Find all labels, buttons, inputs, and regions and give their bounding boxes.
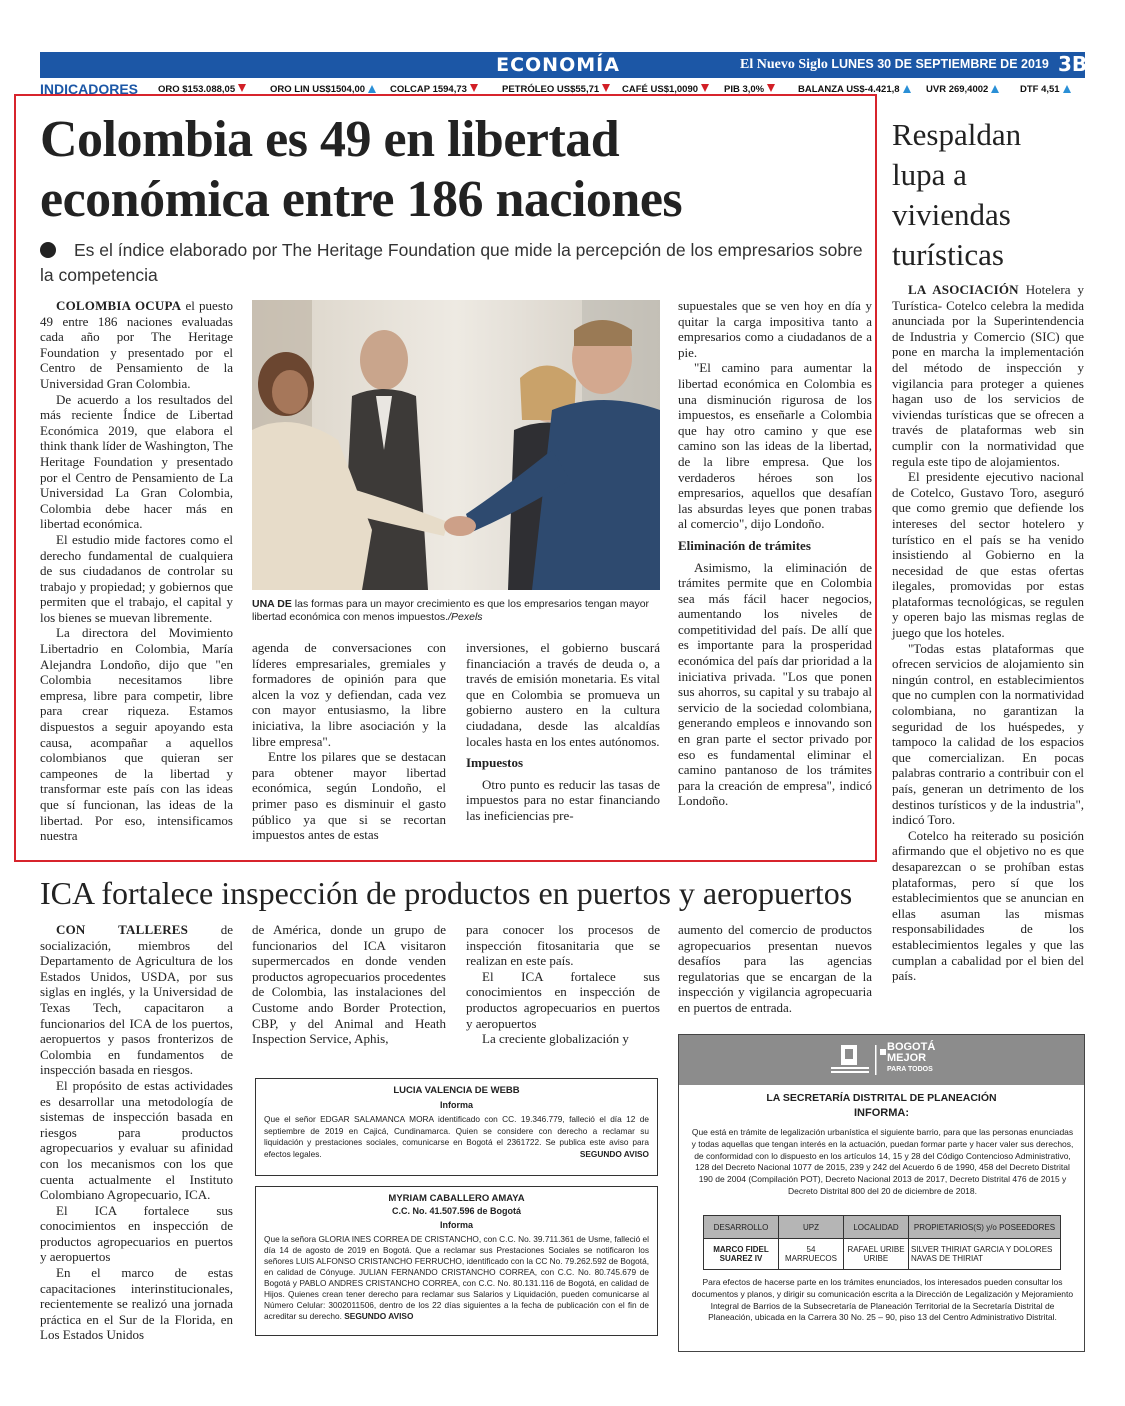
paragraph: Entre los pilares que se destacan para obtener mayor libertad económica, según Londoño, el primer paso es disminuir el gasto público ya que si se recortan impuestos antes de estas xyxy=(252,749,446,843)
notice-name: MYRIAM CABALLERO AMAYA xyxy=(388,1193,525,1204)
column-header: DESARROLLO xyxy=(704,1216,779,1239)
notice-cc: C.C. No. 41.507.596 de Bogotá xyxy=(391,1206,522,1216)
lead-words: COLOMBIA OCUPA xyxy=(56,298,182,313)
header-date xyxy=(740,57,1049,73)
handshake-photo xyxy=(252,300,660,590)
paragraph: El estudio mide factores como el derecho fundamental de cualquiera de sus ciudadanos de controlar su trabajo y propiedad; y gobiernos que permiten que el trabajo, el capital y los bienes se muevan libremente. xyxy=(40,531,233,625)
ica-col-3 xyxy=(466,922,660,1047)
main-col-2 xyxy=(252,640,446,843)
ica-col-1: CON TALLERES de socialización, miembros del Departamento de Agricultura de los Estados Unidos, USDA, por sus siglas en inglés, y la Universidad de Texas Tech, capacitaron a funcionarios del ICA de los puertos, aeropuertos y pasos fronterizos de Colombia en fundamentos de inspección basada en riesgos. El propósito de estas actividades es desarrollar una metodología de sistemas de inspección basada en riesgos para productos agropecuarios y evaluar su afinidad con los mecanismos con los que cuenta actualmente el Instituto Colombiano Agropecuario, ICA. El ICA fortalece sus conocimientos en inspección de productos agropecuarios en puertos y aeropuertos En el marco de estas capacitaciones interinstitucionales, recientemente se realizó una jornada práctica en el Sur de la Florida, en Los Estados Unidos xyxy=(40,922,233,1343)
paragraph: inversiones, el gobierno buscará financiación a través de deuda o, a través de emisión monetaria. Es vital que en Colombia se promueva un gobierno austero en la cultura ciudadana, desde las alcaldías locales hasta en los entes autónomos. xyxy=(466,640,660,749)
paragraph: de América, donde un grupo de funcionarios del ICA visitaron supermercados en donde venden productos agropecuarios procedentes de Colombia, las instalaciones del Custome ando Border Protection, CBP, y del Animal and Heath Inspection Service, Aphis, xyxy=(252,922,446,1047)
up-arrow-icon xyxy=(368,85,376,93)
ica-col-4 xyxy=(678,922,872,1016)
down-arrow-icon xyxy=(470,84,478,92)
planning-notice xyxy=(678,1034,1085,1352)
paragraph: La creciente globalización y xyxy=(482,1031,629,1047)
notice-title: LA SECRETARÍA DISTRITAL DE PLANEACIÓN xyxy=(766,1092,997,1104)
side-article-body: LA ASOCIACIÓN Hotelera y Turística- Cotelco celebra la medida anunciada por la Superintendencia de Industria y Comercio (SIC) que pone en marcha la implementación del método de inspección y vigilancia para proteger a quienes hagan uso de los servicios de viviendas turísticas que se ofrecen a través de plataformas web sin cumplir con la normatividad que regula este tipo de alojamientos. El presidente ejecutivo nacional de Cotelco, Gustavo Toro, aseguró que como gremio que defiende los intereses del sector hotelero y turístico en el país se ha venido insistiendo al Gobierno en la necesidad de que estas ofertas ilegales, promovidas por estas plataformas tecnológicas, se regulen y operen bajo las mismas reglas de juego que los hoteles. "Todas estas plataformas que ofrecen servicios de alojamiento sin ningún control, en establecimientos que no cumplen con la normatividad colombiana, no garantizan la seguridad de los huéspedes, y tampoco la calidad de los espacios que comercializan. En pocas palabras contrario a contribuir con el país, generan un detrimento de los destinos turísticos y de la industria", indicó Toro. Cotelco ha reiterado su posición afirmando que el objetivo no es que desaparezcan o se prohíban estas plataformas, pero sí que los establecimientos que se anuncian en ellas asuman las mismas responsabilidades de los establecimientos legales y que las cumplan a cabalidad por el bien del país. xyxy=(892,282,1084,984)
column-header: PROPIETARIOS(S) y/o POSEEDORES xyxy=(909,1216,1061,1239)
main-col-4 xyxy=(678,298,872,809)
ica-col-2 xyxy=(252,922,446,1047)
notice-informa: Informa xyxy=(439,1220,473,1230)
paragraph: supuestales que se ven hoy en día y quitar la carga impositiva tanto a empresarios como a ciudadanos de a pie. xyxy=(678,298,872,360)
photo-credit: /Pexels xyxy=(448,611,483,623)
down-arrow-icon xyxy=(701,84,709,92)
paragraph: El presidente ejecutivo nacional de Cotelco, Gustavo Toro, aseguró que como gremio que defiende los intereses del sector hotelero y turístico en el país se ha venido insistiendo al Gobierno en la necesidad de que estas ofertas ilegales, promovidas por estas plataformas tecnológicas, se regulen y operen bajo las mismas reglas de juego que los hoteles. xyxy=(892,469,1084,641)
paragraph: El ICA fortalece sus conocimientos en inspección de productos agropecuarios en puertos y aeropuertos xyxy=(40,1202,233,1265)
side-headline: Respaldan lupa a viviendas turísticas xyxy=(892,117,1022,272)
notice-name: LUCIA VALENCIA DE WEBB xyxy=(393,1085,520,1096)
lead-words: CON TALLERES xyxy=(56,922,189,937)
issue-date: LUNES 30 DE SEPTIEMBRE DE 2019 xyxy=(831,57,1049,71)
main-deck: Es el índice elaborado por The Heritage Foundation que mide la percepción de los empresarios sobre la competencia xyxy=(40,240,863,285)
column-header: UPZ xyxy=(779,1216,844,1239)
paragraph: Cotelco ha reiterado su posición afirmando que el objetivo no es que desaparezcan o se prohíban estas plataformas, pero sí que los establecimientos que se anuncian en ellas asuman las mismas responsabilidades de los establecimientos legales y que las cumplan a cabalidad por el bien del país. xyxy=(892,827,1084,984)
subheading: Eliminación de trámites xyxy=(678,537,811,553)
down-arrow-icon xyxy=(767,84,775,92)
lead-words: LA ASOCIACIÓN xyxy=(908,282,1019,297)
page-number: 3B xyxy=(1058,52,1088,76)
paragraph: "Todas estas plataformas que ofrecen servicios de alojamiento sin ningún control, en establecimientos que no cumplen con la normatividad colombiana, no garantizan la seguridad de los huéspedes, y tampoco la calidad de los espacios que comercializan. En pocas palabras contrario a contribuir con el país, generan un detrimento de los destinos turísticos y de la industria", indicó Toro. xyxy=(892,640,1084,828)
indicator-oro-lin: ORO LIN US$1504,00 xyxy=(270,84,376,95)
paragraph: el puesto 49 entre 186 naciones evaluadas cada año por The Heritage Foundation y presentado por el Centro de Pensamiento de la Universidad Gran Colombia. xyxy=(40,298,233,391)
main-col-1 xyxy=(40,298,233,844)
bogota-logo-text: BOGOTÁ MEJOR PARA TODOS xyxy=(887,1041,936,1073)
paper-name: El Nuevo Siglo xyxy=(740,57,828,72)
paragraph: De acuerdo a los resultados del más reciente Índice de Libertad Económica 2019, que elabora el think thank líder de Washington, The Heritage Foundation y presentado por el Centro de Pensamiento de La Universidad La Gran Colombia, Colombia debe hacer más en libertad económica. xyxy=(40,391,233,532)
main-headline: Colombia es 49 en libertad económica entre 186 naciones xyxy=(40,111,683,228)
indicator-dtf: DTF 4,51 xyxy=(1020,84,1071,95)
subheading: Impuestos xyxy=(466,755,524,771)
property-table xyxy=(703,1215,1061,1270)
notice-body: Que la señora GLORIA INES CORREA DE CRISTANCHO, con C.C. No. 39.711.361 de Usme, falleció el día 14 de agosto de 2019 en Bogotá. Que a reclamar sus Prestaciones Sociales se notificaron los señores LUIS ALFONSO CRISTANCHO FERRUCHO, identificado con la CC No. 79.262.592 de Bogotá, en calidad de Cónyuge. JULIAN FERNANDO CRISTANCHO CORREA, con C.C. No. 80.745.679 de Bogotá y PABLO ANDRES CRISTANCHO CORREA, con C.C. No. 80.131.116 de Bogotá, en calidad de Hijos. Quienes crean tener derecho para reclamar sus Salarios y Liquidación, pueden comunicarse al Número Celular: 3002011506, dentro de los 22 días siguientes a la fecha de publicación con el fin de acreditar su derecho. SEGUNDO AVISO xyxy=(264,1234,649,1321)
bogota-logo-icon xyxy=(679,1035,1084,1085)
paragraph: Otro punto es reducir las tasas de impuestos para no estar financiando las ineficiencias pre- xyxy=(466,776,660,823)
column-header: LOCALIDAD xyxy=(844,1216,909,1239)
table-cell: MARCO FIDEL SUAREZ IV xyxy=(704,1239,779,1270)
indicator-cafe: CAFÉ US$1,0090 xyxy=(622,84,709,95)
table-cell: SILVER THIRIAT GARCIA Y DOLORES NAVAS DE THIRIAT xyxy=(909,1239,1061,1270)
up-arrow-icon xyxy=(991,85,999,93)
down-arrow-icon xyxy=(238,84,246,92)
legal-notice-1 xyxy=(255,1078,658,1176)
notice-body: Que está en trámite de legalización urbanística el siguiente barrio, para que las personas enunciadas y todas aquellas que tengan interés en la actuación, puedan formar parte y hacer valer sus derechos, de conformidad con lo dispuesto en los artículos 14, 15 y 28 del Código Contencioso Administrativo, 128 del Decreto Nacional 1077 de 2015, 239 y 242 del Acuerdo 6 de 1990, 458 del Decreto Distrital 190 de 2004 (Compilación POT), Decreto Nacional 2013 de 2017, Decreto Distrital 476 de 2015 y Decreto Distrital 800 del 20 de diciembre de 2018. xyxy=(691,1127,1074,1196)
notice-status: SEGUNDO AVISO xyxy=(579,1148,649,1159)
table-header-row xyxy=(704,1216,1061,1239)
paragraph: Asimismo, la eliminación de trámites permite que en Colombia sea más fácil hacer negocios, aumentando los niveles de competitividad del país. De allí que es importante para la prosperidad económica del país dar prioridad a la iniciativa privada. "Los que ponen sus ahorros, su capital y su trabajo al servicio de la sociedad colombiana, generando empleos e innovando son en gran parte el sector privado por eso es fundamental eliminar el camino pantanoso de los trámites para la creación de empresa", indicó Londoño. xyxy=(678,559,872,809)
indicator-colcap: COLCAP 1594,73 xyxy=(390,84,478,95)
paragraph: En el marco de estas capacitaciones interinstitucionales, recientemente se realizó una jornada práctica en el Sur de la Florida, en Los Estados Unidos xyxy=(40,1265,233,1343)
notice-body: Que el señor EDGAR SALAMANCA MORA identificado con CC. 19.346.779, falleció el día 12 de septiembre de 2019 en Cajicá, Cundinamarca. Quien se considere con derecho a reclamar su liquidación y prestaciones sociales, comunicarse en Bogotá el 2361722. Se publica este aviso para efectos legales. SEGUNDO AVISO xyxy=(264,1114,649,1159)
paragraph: El propósito de estas actividades es desarrollar una metodología de sistemas de inspección basada en riesgos para productos agropecuarios y evaluar su afinidad con los mecanismos con los que cuenta actualmente el Instituto Colombiano Agropecuario, ICA. xyxy=(40,1077,233,1203)
paragraph: El ICA fortalece sus conocimientos en inspección de productos agropecuarios en puertos y aeropuertos xyxy=(466,968,660,1031)
photo-illustration xyxy=(252,300,660,590)
up-arrow-icon xyxy=(903,85,911,93)
table-cell: RAFAEL URIBE URIBE xyxy=(844,1239,909,1270)
indicator-petroleo: PETRÓLEO US$55,71 xyxy=(502,84,610,95)
down-arrow-icon xyxy=(602,84,610,92)
ica-headline: ICA fortalece inspección de productos en puertos y aeropuertos xyxy=(40,875,853,911)
paragraph: para conocer los procesos de inspección fitosanitaria que se realizan en este país. xyxy=(466,922,660,969)
indicator-oro: ORO $153.088,05 xyxy=(158,84,246,95)
notice-status: SEGUNDO AVISO xyxy=(344,1311,414,1321)
notice-banner xyxy=(679,1035,1084,1085)
indicator-pib: PIB 3,0% xyxy=(724,84,775,95)
paragraph: "El camino para aumentar la libertad económica en Colombia es una disminución rigurosa de los impuestos, es enseñarle a Colombia que hay otro camino y que ese camino son las ideas de la libertad, de la libre empresa. Que los verdaderos héroes son los empresarios, aquellos que desafían las absurdas leyes que ponen trabas al comercio", dijo Londoño. xyxy=(678,360,872,532)
up-arrow-icon xyxy=(1063,85,1071,93)
indicator-balanza: BALANZA US$-4.421,8 xyxy=(798,84,911,95)
indicator-uvr: UVR 269,4002 xyxy=(926,84,999,95)
photo-caption: UNA DE las formas para un mayor crecimiento es que los empresarios tengan mayor libertad económica con menos impuestos./Pexels xyxy=(252,598,650,623)
section-name: ECONOMÍA xyxy=(496,54,620,76)
table-cell: 54 MARRUECOS xyxy=(779,1239,844,1270)
legal-notice-2 xyxy=(255,1186,658,1336)
notice-informa: INFORMA: xyxy=(854,1107,909,1119)
paragraph: agenda de conversaciones con líderes empresariales, gremiales y formadores de opinión para que alcen la voz y defiendan, cada vez con mayor entusiasmo, la libre iniciativa, la libre asociación y la libre empresa". xyxy=(252,640,446,749)
paragraph: La directora del Movimiento Libertadrio en Colombia, María Alejandra Londoño, dijo que "en Colombia necesitamos libre empresa, libre para competir, libre para crear riqueza. Estamos dispuestos a seguir apoyando esta causa, acompañar a aquellos colombianos que quieran ser campeones de la libertad y transformar este país con las ideas que sí funcionan, las ideas de la libertad. Por eso, intensificamos nuestra xyxy=(40,625,233,844)
notice-footer: Para efectos de hacerse parte en los trámites enunciados, los interesados pueden consultar los documentos y planos, y dirigir su comunicación escrita a la Dirección de Legalización y Mejoramiento Integral de Barrios de la Subsecretaría de Planeación Territorial de la Secretaría Distrital de Planeación, ubicada en la Carrera 30 No. 25 – 90, piso 13 del Centro Administrativo Distrital. xyxy=(691,1277,1074,1323)
table-row xyxy=(704,1239,1061,1270)
paragraph: aumento del comercio de productos agropecuarios presentan nuevos desafíos para las agencias regulatorias que se encargan de la inspección y vigilancia agropecuaria en puertos de entrada. xyxy=(678,922,872,1015)
indicators-label: INDICADORES xyxy=(40,81,139,97)
notice-informa: Informa xyxy=(439,1100,473,1110)
main-col-3 xyxy=(466,640,660,824)
